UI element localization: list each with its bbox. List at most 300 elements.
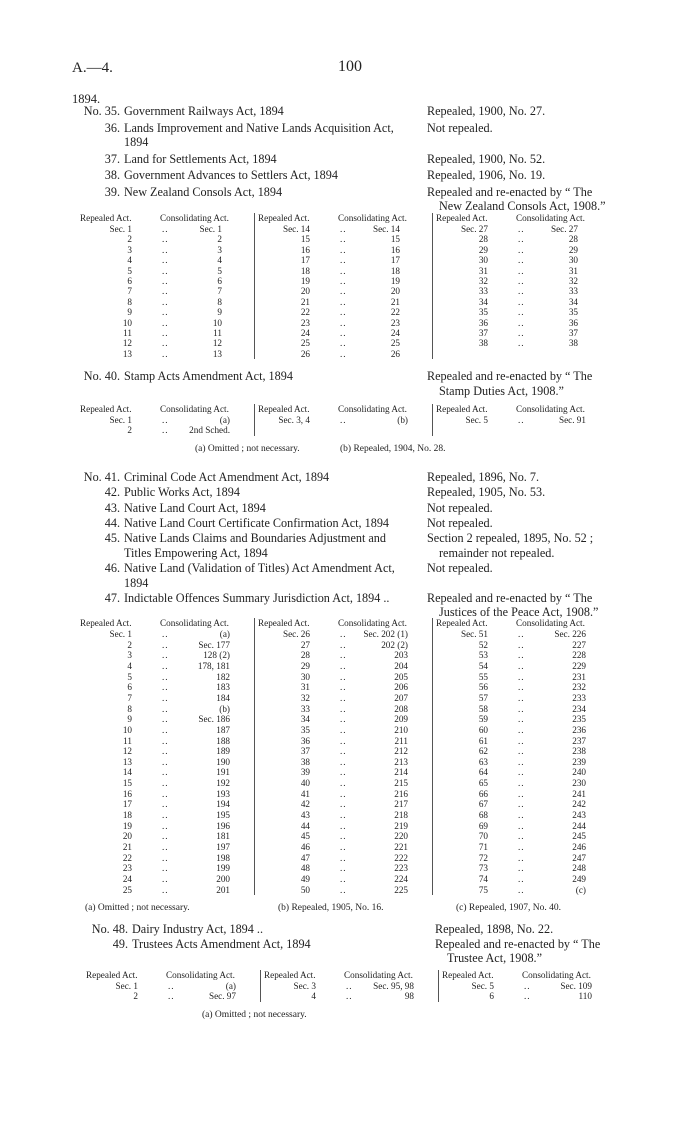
leader-dots: .. (518, 692, 525, 703)
repealed-section-cell: 48 (300, 863, 310, 874)
consolidating-section-cell: 195 (216, 810, 230, 821)
column-divider (432, 618, 433, 895)
act-title-line: Land for Settlements Act, 1894 (124, 151, 277, 166)
repealed-section-cell: 33 (300, 703, 310, 714)
repealed-section-cell: 54 (478, 660, 488, 671)
act-entry (72, 501, 632, 516)
leader-dots: .. (340, 703, 347, 714)
repealed-section-cell: 10 (122, 317, 132, 328)
act-status (427, 369, 622, 398)
leader-dots: .. (518, 639, 525, 650)
repealed-section-cell: 19 (122, 820, 132, 831)
consolidating-section-cell: 247 (572, 852, 586, 863)
act-title-line: 1894 (124, 135, 149, 149)
consolidating-section-cell: 25 (390, 338, 400, 349)
repealed-section-cell: 65 (478, 778, 488, 789)
leader-dots: .. (518, 831, 525, 842)
act-number: 49. (112, 936, 128, 951)
consolidating-section-cell: 16 (390, 244, 400, 255)
consolidating-section-cell: Sec. 226 (554, 629, 586, 639)
leader-dots: .. (518, 703, 525, 714)
leader-dots: .. (340, 714, 347, 725)
table-footnote: (a) Omitted ; not necessary. (202, 1009, 307, 1020)
consolidating-section-cell: 201 (216, 884, 230, 895)
page-number: 100 (338, 58, 362, 75)
leader-dots: .. (162, 778, 169, 789)
leader-dots: .. (518, 671, 525, 682)
column-divider (254, 213, 255, 359)
leader-dots: .. (340, 831, 347, 842)
act-number: No. 41. (83, 470, 120, 484)
consolidating-section-cell: 215 (394, 778, 408, 789)
leader-dots: .. (340, 224, 347, 234)
consolidating-act-header: Consolidating Act. (516, 213, 585, 223)
repealed-section-cell: 6 (127, 682, 132, 693)
act-title (124, 152, 422, 167)
act-number: 38. (104, 168, 120, 182)
repealed-section-cell: Sec. 27 (460, 224, 488, 234)
consolidating-act-header: Consolidating Act. (338, 404, 407, 414)
consolidating-section-cell: 13 (212, 348, 222, 359)
leader-dots: .. (340, 873, 347, 884)
consolidating-act-header: Consolidating Act. (338, 213, 407, 223)
leader-dots: .. (518, 415, 525, 425)
consolidating-section-cell: 245 (572, 831, 586, 842)
consolidating-section-cell: 217 (394, 799, 408, 810)
consolidating-section-cell: 242 (572, 799, 586, 810)
act-entry (72, 591, 632, 620)
act-title (132, 922, 430, 937)
repealed-section-cell: 19 (300, 276, 310, 286)
consolidating-section-cell: 228 (572, 650, 586, 661)
consolidating-section-cell: 246 (572, 842, 586, 852)
act-title (124, 516, 422, 531)
repealed-section-cell: 22 (122, 852, 132, 863)
leader-dots: .. (518, 276, 525, 286)
leader-dots: .. (340, 799, 347, 810)
consolidating-section-cell: 197 (216, 842, 230, 852)
leader-dots: .. (162, 767, 169, 778)
leader-dots: .. (162, 735, 169, 746)
act-title-line: New Zealand Consols Act, 1894 (124, 184, 283, 199)
leader-dots: .. (518, 735, 525, 746)
leader-dots: .. (518, 842, 525, 852)
act-entry (72, 369, 632, 398)
repealed-section-cell: 34 (478, 296, 488, 307)
act-title (124, 591, 422, 606)
consolidating-section-cell: 231 (572, 671, 586, 682)
column-divider (260, 970, 261, 1002)
repealed-section-cell: 36 (300, 735, 310, 746)
consolidating-section-cell: 24 (390, 328, 400, 338)
consolidating-section-cell: Sec. 1 (199, 224, 222, 234)
repealed-section-cell: 18 (300, 265, 310, 276)
act-entry (72, 185, 632, 214)
repealed-section-cell: 34 (300, 714, 310, 725)
act-status (427, 591, 622, 620)
consolidating-section-cell: 236 (572, 724, 586, 735)
act-title-line: Native Land Court Act, 1894 (124, 500, 266, 515)
act-entry (80, 922, 640, 937)
act-status-line: Repealed and re-enacted by “ The (427, 184, 593, 199)
leader-dots: .. (518, 338, 525, 349)
act-title-line: Indictable Offences Summary Jurisdiction Act, 1894 .. (124, 590, 390, 605)
consolidating-section-cell: 230 (572, 778, 586, 789)
leader-dots: .. (340, 650, 347, 661)
repealed-section-cell: 61 (478, 735, 488, 746)
consolidating-section-cell: 198 (216, 852, 230, 863)
consolidating-section-cell: (b) (397, 415, 408, 425)
repealed-section-cell: 9 (127, 714, 132, 725)
table-footnote: (c) Repealed, 1907, No. 40. (456, 903, 561, 914)
leader-dots: .. (162, 810, 169, 821)
repealed-section-cell: 25 (122, 884, 132, 895)
leader-dots: .. (518, 265, 525, 276)
consolidating-section-cell: 194 (216, 799, 230, 810)
repealed-section-cell: 3 (127, 650, 132, 661)
consolidating-section-cell: 211 (394, 735, 408, 746)
leader-dots: .. (162, 639, 169, 650)
consolidating-section-cell: 200 (216, 873, 230, 884)
consolidating-section-cell: 15 (390, 234, 400, 245)
leader-dots: .. (340, 286, 347, 297)
repealed-section-cell: 43 (300, 810, 310, 821)
repealed-section-cell: Sec. 51 (460, 629, 488, 639)
leader-dots: .. (524, 991, 531, 1002)
repealed-section-cell: Sec. 1 (109, 415, 132, 425)
leader-dots: .. (162, 296, 169, 307)
consolidating-section-cell: 35 (568, 307, 578, 318)
act-status (427, 121, 622, 136)
act-status-line: Repealed, 1900, No. 52. (427, 151, 546, 166)
consolidating-act-header: Consolidating Act. (160, 213, 229, 223)
consolidating-section-cell: 18 (390, 265, 400, 276)
repealed-section-cell: 41 (300, 788, 310, 799)
act-status-line: remainder not repealed. (439, 545, 555, 560)
consolidating-section-cell: 32 (568, 276, 578, 286)
consolidating-section-cell: 235 (572, 714, 586, 725)
act-number: 37. (104, 151, 120, 166)
leader-dots: .. (162, 244, 169, 255)
leader-dots: .. (162, 799, 169, 810)
leader-dots: .. (162, 682, 169, 693)
leader-dots: .. (518, 650, 525, 661)
repealed-section-cell: 15 (300, 234, 310, 245)
act-title-line: Native Land Court Certificate Confirmation Act, 1894 (124, 515, 390, 530)
leader-dots: .. (162, 348, 169, 359)
consolidating-section-cell: 221 (394, 842, 408, 852)
consolidating-section-cell: 192 (216, 778, 230, 789)
leader-dots: .. (162, 255, 169, 266)
act-status (427, 531, 622, 560)
consolidating-section-cell: 234 (572, 703, 586, 714)
consolidating-section-cell: 237 (572, 735, 586, 746)
act-status-line: Repealed and re-enacted by “ The (427, 369, 593, 383)
consolidating-section-cell: 248 (572, 863, 586, 874)
repealed-section-cell: 3 (127, 244, 132, 255)
consolidating-section-cell: Sec. 177 (198, 639, 230, 650)
act-number: 46. (104, 561, 120, 575)
consolidating-section-cell: 184 (216, 692, 230, 703)
repealed-section-cell: 75 (478, 884, 488, 895)
repealed-section-cell: 16 (122, 788, 132, 799)
repealed-section-cell: 20 (122, 831, 132, 842)
act-status (427, 104, 622, 119)
act-number: 36. (104, 120, 120, 135)
consolidating-section-cell: 188 (216, 735, 230, 746)
repealed-section-cell: 2 (127, 234, 132, 245)
repealed-act-header: Repealed Act. (258, 404, 310, 414)
consolidating-section-cell: 209 (394, 714, 408, 725)
leader-dots: .. (162, 820, 169, 831)
act-status (427, 501, 622, 516)
act-title (124, 369, 422, 384)
act-status-line: Stamp Duties Act, 1908.” (439, 383, 564, 398)
consolidating-section-cell: 30 (568, 255, 578, 266)
year-heading: 1894. (72, 92, 101, 106)
act-number: 39. (104, 184, 120, 199)
consolidating-section-cell: 22 (390, 307, 400, 318)
repealed-section-cell: 52 (478, 639, 488, 650)
act-title (124, 121, 422, 150)
consolidating-section-cell: 216 (394, 788, 408, 799)
repealed-section-cell: 72 (478, 852, 488, 863)
doc-reference: A.—4. (72, 60, 113, 76)
repealed-section-cell: 17 (300, 255, 310, 266)
repealed-section-cell: 30 (300, 671, 310, 682)
repealed-section-cell: 31 (478, 265, 488, 276)
act-status-line: Repealed, 1898, No. 22. (435, 922, 554, 936)
leader-dots: .. (162, 873, 169, 884)
leader-dots: .. (162, 692, 169, 703)
repealed-section-cell: 31 (300, 682, 310, 693)
repealed-section-cell: 8 (127, 703, 132, 714)
repealed-section-cell: 21 (122, 842, 132, 852)
consolidating-section-cell: 210 (394, 724, 408, 735)
act-number: 45. (104, 531, 120, 546)
repealed-section-cell: Sec. 3 (293, 981, 316, 991)
act-title (132, 937, 430, 952)
repealed-section-cell: 39 (300, 767, 310, 778)
leader-dots: .. (162, 650, 169, 661)
consolidating-section-cell: 2nd Sched. (189, 425, 230, 436)
repealed-section-cell: 25 (300, 338, 310, 349)
act-number: 42. (104, 485, 120, 500)
repealed-section-cell: 62 (478, 746, 488, 757)
repealed-section-cell: 23 (300, 317, 310, 328)
column-divider (254, 404, 255, 436)
consolidating-section-cell: 98 (404, 991, 414, 1002)
repealed-section-cell: 24 (300, 328, 310, 338)
act-status-line: Repealed, 1896, No. 7. (427, 470, 540, 484)
consolidating-section-cell: 223 (394, 863, 408, 874)
repealed-section-cell: 67 (478, 799, 488, 810)
leader-dots: .. (162, 714, 169, 725)
repealed-section-cell: Sec. 3, 4 (278, 415, 310, 425)
act-number: 44. (104, 515, 120, 530)
repealed-section-cell: 26 (300, 348, 310, 359)
repealed-section-cell: 4 (311, 991, 316, 1002)
leader-dots: .. (340, 265, 347, 276)
repealed-act-header: Repealed Act. (86, 970, 138, 980)
consolidating-section-cell: 181 (216, 831, 230, 842)
consolidating-section-cell: 239 (572, 756, 586, 767)
leader-dots: .. (340, 842, 347, 852)
act-title-line: Government Railways Act, 1894 (124, 104, 284, 118)
repealed-section-cell: 44 (300, 820, 310, 831)
act-entry (72, 152, 632, 167)
repealed-section-cell: 57 (478, 692, 488, 703)
act-title-line: Criminal Code Act Amendment Act, 1894 (124, 470, 330, 484)
leader-dots: .. (518, 714, 525, 725)
consolidating-section-cell: 183 (216, 682, 230, 693)
leader-dots: .. (518, 810, 525, 821)
leader-dots: .. (162, 756, 169, 767)
repealed-section-cell: 59 (478, 714, 488, 725)
consolidating-section-cell: 182 (216, 671, 230, 682)
consolidating-section-cell: 3 (217, 244, 222, 255)
act-title-line: Stamp Acts Amendment Act, 1894 (124, 369, 293, 383)
consolidating-section-cell: 214 (394, 767, 408, 778)
leader-dots: .. (340, 671, 347, 682)
leader-dots: .. (340, 234, 347, 245)
column-divider (254, 618, 255, 895)
act-title-line: Dairy Industry Act, 1894 .. (132, 922, 263, 936)
consolidating-section-cell: 222 (394, 852, 408, 863)
repealed-section-cell: 38 (300, 756, 310, 767)
act-title (124, 561, 422, 590)
repealed-section-cell: 74 (478, 873, 488, 884)
consolidating-section-cell: 11 (213, 328, 222, 338)
consolidating-act-header: Consolidating Act. (344, 970, 413, 980)
consolidating-act-header: Consolidating Act. (166, 970, 235, 980)
repealed-section-cell: Sec. 1 (109, 629, 132, 639)
leader-dots: .. (162, 863, 169, 874)
leader-dots: .. (340, 810, 347, 821)
consolidating-section-cell: 204 (394, 660, 408, 671)
act-title (124, 185, 422, 200)
act-status (427, 168, 622, 183)
repealed-section-cell: 38 (478, 338, 488, 349)
consolidating-section-cell: Sec. 109 (560, 981, 592, 991)
repealed-section-cell: 37 (300, 746, 310, 757)
consolidating-section-cell: 38 (568, 338, 578, 349)
act-status-line: New Zealand Consols Act, 1908.” (439, 199, 606, 213)
repealed-section-cell: 40 (300, 778, 310, 789)
repealed-section-cell: 10 (122, 724, 132, 735)
repealed-section-cell: 60 (478, 724, 488, 735)
consolidating-act-header: Consolidating Act. (516, 404, 585, 414)
consolidating-section-cell: (a) (219, 629, 230, 639)
act-status (427, 561, 622, 576)
repealed-act-header: Repealed Act. (436, 404, 488, 414)
consolidating-section-cell: Sec. 97 (208, 991, 236, 1002)
repealed-section-cell: 35 (300, 724, 310, 735)
act-status (435, 922, 630, 937)
repealed-section-cell: 63 (478, 756, 488, 767)
repealed-section-cell: 16 (300, 244, 310, 255)
repealed-section-cell: 12 (122, 338, 132, 349)
leader-dots: .. (518, 724, 525, 735)
consolidating-section-cell: 243 (572, 810, 586, 821)
repealed-section-cell: 2 (133, 991, 138, 1002)
repealed-section-cell: 22 (300, 307, 310, 318)
consolidating-section-cell: 2 (217, 234, 222, 245)
leader-dots: .. (518, 799, 525, 810)
consolidating-section-cell: 12 (212, 338, 222, 349)
consolidating-section-cell: 202 (2) (381, 639, 408, 650)
consolidating-section-cell: 28 (568, 234, 578, 245)
column-divider (432, 213, 433, 359)
act-number: No. 48. (91, 922, 128, 936)
leader-dots: .. (340, 820, 347, 831)
repealed-act-header: Repealed Act. (80, 618, 132, 628)
act-status-line: Repealed, 1900, No. 27. (427, 104, 546, 118)
repealed-section-cell: 7 (127, 692, 132, 703)
consolidating-section-cell: 9 (217, 307, 222, 318)
leader-dots: .. (518, 317, 525, 328)
consolidating-section-cell: 213 (394, 756, 408, 767)
repealed-section-cell: 47 (300, 852, 310, 863)
leader-dots: .. (340, 735, 347, 746)
leader-dots: .. (162, 884, 169, 895)
leader-dots: .. (340, 317, 347, 328)
table-footnote: (b) Repealed, 1904, No. 28. (340, 443, 446, 454)
act-status (427, 516, 622, 531)
leader-dots: .. (340, 682, 347, 693)
consolidating-section-cell: 26 (390, 348, 400, 359)
repealed-section-cell: Sec. 1 (109, 224, 132, 234)
column-divider (438, 970, 439, 1002)
repealed-act-header: Repealed Act. (258, 213, 310, 223)
leader-dots: .. (162, 842, 169, 852)
leader-dots: .. (340, 276, 347, 286)
leader-dots: .. (340, 307, 347, 318)
act-status-line: Not repealed. (427, 515, 493, 530)
leader-dots: .. (340, 767, 347, 778)
consolidating-section-cell: 21 (390, 296, 400, 307)
leader-dots: .. (518, 852, 525, 863)
leader-dots: .. (518, 660, 525, 671)
leader-dots: .. (518, 788, 525, 799)
leader-dots: .. (518, 778, 525, 789)
leader-dots: .. (340, 884, 347, 895)
act-number: No. 40. (83, 369, 120, 383)
repealed-act-header: Repealed Act. (436, 213, 488, 223)
repealed-section-cell: 4 (127, 255, 132, 266)
repealed-section-cell: 73 (478, 863, 488, 874)
leader-dots: .. (346, 991, 353, 1002)
leader-dots: .. (340, 328, 347, 338)
leader-dots: .. (162, 338, 169, 349)
act-status-line: Repealed and re-enacted by “ The (427, 590, 593, 605)
consolidating-section-cell: 31 (568, 265, 578, 276)
repealed-section-cell: Sec. 1 (115, 981, 138, 991)
repealed-section-cell: 24 (122, 873, 132, 884)
leader-dots: .. (340, 629, 347, 639)
repealed-section-cell: 68 (478, 810, 488, 821)
repealed-section-cell: 27 (300, 639, 310, 650)
act-entry (72, 485, 632, 500)
act-status (427, 485, 622, 500)
consolidating-section-cell: Sec. 202 (1) (363, 629, 408, 639)
leader-dots: .. (162, 671, 169, 682)
repealed-section-cell: 14 (122, 767, 132, 778)
leader-dots: .. (340, 692, 347, 703)
consolidating-section-cell: 6 (217, 276, 222, 286)
leader-dots: .. (162, 415, 169, 425)
repealed-section-cell: 7 (127, 286, 132, 297)
